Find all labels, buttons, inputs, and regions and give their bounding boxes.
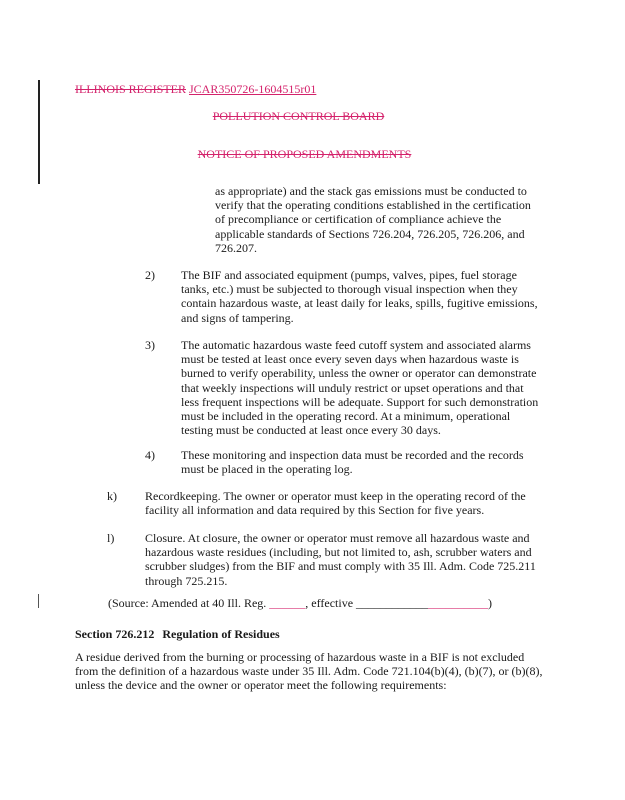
item-number: 4) (145, 448, 155, 462)
board-name: POLLUTION CONTROL BOARD (212, 109, 385, 123)
jcar-number: JCAR350726-1604515r01 (189, 82, 317, 96)
subsection-letter: l) (107, 531, 115, 545)
notice-title: NOTICE OF PROPOSED AMENDMENTS (197, 147, 412, 161)
source-suffix: ) (488, 596, 493, 610)
change-mark (38, 594, 39, 608)
item-text: These monitoring and inspection data must be recorded and the records must be placed in the operating log. (181, 448, 524, 477)
section-paragraph: A residue derived from the burning or processing of hazardous waste in a BIF is not excluded from the definition of a hazardous waste under 35 Ill. Adm. Code 721.104(b)(4), (b)(7), or (b)(8), unless the device and the owner or operator meet the following requirements: (75, 650, 543, 693)
source-middle: , effective (305, 596, 357, 610)
section-number: Section 726.212 (75, 627, 155, 641)
item-number: 2) (145, 268, 155, 282)
change-bar (38, 80, 40, 184)
source-prefix: (Source: Amended at 40 Ill. Reg. (108, 596, 270, 610)
subsection-text: Recordkeeping. The owner or operator must keep in the operating record of the facility all information and data required by this Section for five years. (145, 489, 526, 518)
section-heading (75, 627, 280, 642)
register-header (75, 82, 316, 97)
subsection-letter: k) (107, 489, 117, 503)
reg-blank: ______ (269, 596, 306, 610)
effective-blank-inserted: __________ (428, 596, 489, 610)
subsection-text: Closure. At closure, the owner or operator must remove all hazardous waste and hazardous waste residues (including, but not limited to, ash, scrubber waters and scrubber sludges) from the BIF and must comply with 35 Ill. Adm. Code 725.211 through 725.215. (145, 531, 536, 588)
section-name: Regulation of Residues (162, 627, 280, 641)
source-note (108, 596, 492, 611)
item-number: 3) (145, 338, 155, 352)
item-text: The BIF and associated equipment (pumps, valves, pipes, fuel storage tanks, etc.) must be subjected to thorough visual inspection when they contain hazardous waste, at least daily for leaks, spills, fugitive emissions, and signs of tampering. (181, 268, 538, 325)
board-header (0, 109, 597, 124)
register-title: ILLINOIS REGISTER (75, 82, 186, 96)
continuation-paragraph: as appropriate) and the stack gas emissions must be conducted to verify that the operating conditions established in the certification of precompliance or certification of compliance achieve the applicable standards of Sections 726.204, 726.205, 726.206, and 726.207. (215, 184, 531, 255)
notice-header (0, 147, 609, 162)
effective-blank: ____________ (356, 596, 429, 610)
item-text: The automatic hazardous waste feed cutoff system and associated alarms must be tested at least once every seven days when hazardous waste is burned to verify operability, unless the owner or operator can demonstrate that weekly inspections will unduly restrict or upset operations and that less frequent inspections will be adequate. Support for such demonstration must be included in the operating record. At a minimum, operational testing must be conducted at least once every 30 days. (181, 338, 539, 438)
